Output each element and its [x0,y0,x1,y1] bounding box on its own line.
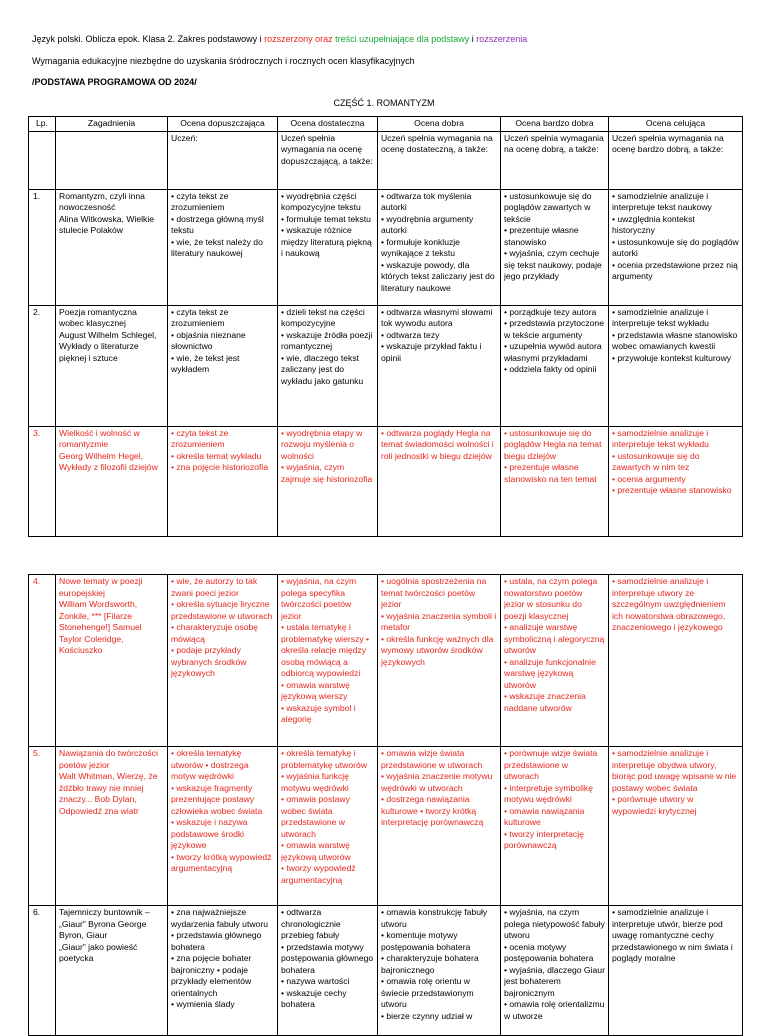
cell-line: • ustosunkowuje się do zawartych w nim tez [612,450,700,472]
requirement-cell [168,747,278,906]
cell-line: • zna pojęcie historiozofia [171,462,269,472]
cell-line: 2. [33,306,41,317]
column-header: Ocena dostateczna [278,117,378,132]
cell-line: • ocenia motywy postępowania bohatera [504,941,594,963]
cell-line: • wyjaśnia, na czym polega nietypowość fabuły utworu [504,907,605,940]
cell-line: • omawia wizje świata przedstawione w utworach [381,748,483,770]
cell-line: • zna pojęcie bohater bajroniczny • podaje przykłady elementów orientalnych [171,953,252,998]
table-row [29,906,743,1036]
intro-cell: Uczeń: [168,131,278,189]
document-header-line-1 [32,33,527,45]
cell-line: • samodzielnie analizuje i interpretuje tekst naukowy [612,190,712,212]
cell-line: • czyta tekst ze zrozumieniem [171,306,229,328]
cell-line: • wskazuje fragmenty prezentujące postawy człowieka wobec świata [171,782,263,816]
cell-line: • ocenia argumenty [612,473,686,484]
cell-line: • dostrzega nawiązania kulturowe • tworzy krótką interpretację porównawczą [381,794,484,827]
cell-line: • omawia rolę orientalizmu w utworze [504,999,605,1021]
cell-line: • omawia warstwę językową utworów [281,840,351,862]
cell-line: • analizuje funkcjonalnie warstwę językową utworów [504,656,596,690]
cell-line: • przedstawia motywy postępowania głównego bohatera [281,941,374,975]
cell-line: • przedstawia przytoczone w tekście argumenty [504,318,604,340]
cell-line: • porządkuje tezy autora [504,306,597,317]
table-header-row [29,117,743,132]
document-header-line-2: Wymagania edukacyjne niezbędne do uzyskania śródrocznych i rocznych ocen klasyfikacyjnych [32,56,415,66]
cell-line: • tworzy wypowiedź argumentacyjną [281,863,356,885]
cell-line: • prezentuje własne stanowisko [504,225,579,247]
cell-line: 3. [33,427,41,438]
cell-line: • podaje przykłady wybranych środków językowych [171,645,247,678]
cell-line: • wyjaśnia znaczenie motywu wędrówki w utworach [381,771,493,793]
part-title: CZĘŚĆ 1. ROMANTYZM [333,98,435,108]
cell-line: • wymienia ślady [171,999,235,1009]
cell-line: • analizuje warstwę symboliczną i alegoryczną utworów [504,622,605,655]
cell-line: • ustosunkowuje się do poglądów zawartych w tekście [504,190,592,224]
cell-line: William Wordsworth, Żonkile, *** [Filarze Stonehenge!] Samuel Taylor Coleridge, Kościuszko [59,599,142,655]
cell-line: • wyodrębnia argumenty autorki [381,213,474,235]
requirement-cell [501,305,609,426]
topic-cell [56,426,168,536]
cell-line: 1. [33,190,41,201]
cell-line: • ocenia przedstawione przez nią argumenty [612,259,738,281]
requirement-cell [609,189,743,305]
row-number [29,906,56,1036]
row-number [29,189,56,305]
cell-line: • wyjaśnia funkcję motywu wędrówki [281,771,349,793]
cell-line: Poezja romantyczna wobec klasycznej [59,306,137,328]
requirement-cell [609,305,743,426]
cell-line: • określa temat wykładu [171,450,262,461]
cell-line: • ustosunkowuje się do poglądów Hegla na temat biegu dziejów [504,427,602,461]
cell-line: • wie, że tekst jest wykładem [171,352,240,374]
cell-line: • charakteryzuje osobę mówiącą [171,622,259,644]
cell-line: • ustosunkowuje się do poglądów autorki [612,236,739,258]
cell-line: • określa tematykę utworów • dostrzega motyw wędrówki [171,748,249,781]
table-row [29,426,743,536]
cell-line: • tworzy interpretację porównawczą [504,828,584,850]
column-header: Ocena celująca [609,117,743,132]
requirement-cell [501,426,609,536]
intro-cell: Uczeń spełnia wymagania na ocenę dopuszczającą, a także: [278,131,378,189]
cell-line: • przedstawia własne stanowisko wobec omawianych kwestii [612,329,738,351]
requirement-cell [378,747,501,906]
cell-line: • porównuje utwory w wypowiedzi krytycznej [612,794,697,816]
column-header: Ocena dobra [378,117,501,132]
cell-line: • omawia nawiązania kulturowe [504,805,585,827]
cell-line: • charakteryzuje bohatera bajronicznego [381,953,479,975]
cell-line: • oddziela fakty od opinii [504,364,597,374]
cell-line: • wskazuje przykład faktu i opinii [381,341,482,363]
intro-cell: Uczeń spełnia wymagania na ocenę dostateczną, a także: [378,131,501,189]
requirement-cell [168,189,278,305]
requirement-cell [378,906,501,1036]
cell-line: • ustala tematykę i problematykę wierszy • określa relacje między osobą mówiącą a odbiorcą wypowiedzi [281,622,370,678]
cell-line: • wskazuje źródła poezji romantycznej [281,329,373,351]
cell-line: 5. [33,748,41,758]
cell-line: • wie, dlaczego tekst zaliczany jest do wykładu jako gatunku [281,352,364,386]
cell-line: • formułuje konkluzje wynikające z tekstu [381,236,460,258]
requirement-cell [278,747,378,906]
cell-line: 6. [33,907,41,917]
requirement-cell [501,747,609,906]
cell-line: • omawia rolę orientu w świecie przedstawionym utworu [381,976,474,1009]
requirement-cell [278,906,378,1036]
requirement-cell [378,305,501,426]
cell-line: Wielkość i wolność w romantyzmie [59,427,140,449]
requirement-cell [378,189,501,305]
cell-line: • dostrzega główną myśl tekstu [171,213,264,235]
cell-line: • wyjaśnia, czym zajmuje się historiozofia [281,462,373,484]
requirement-cell [378,426,501,536]
header-line-1-part: treści uzupełniające dla podstawy [335,34,472,44]
cell-line: „Giaur” jako powieść poetycka [59,941,138,963]
cell-line: • wskazuje i nazywa podstawowe środki językowe [171,817,248,850]
requirement-cell [168,305,278,426]
table-row [29,305,743,426]
cell-line: Nowe tematy w poezji europejskiej [59,576,143,598]
cell-line: • omawia warstwę językową wierszy [281,679,350,701]
cell-line: • prezentuje własne stanowisko [612,485,732,495]
cell-line: • zna najważniejsze wydarzenia fabuły utworu [171,907,268,929]
cell-line: • interpretuje symbolikę motywu wędrówki [504,782,593,804]
cell-line: • wyjaśnia znaczenia symboli i metafor [381,610,497,632]
cell-line: • nazywa wartości [281,976,350,986]
cell-line: • wskazuje symbol i alegorię [281,702,356,724]
row-number [29,305,56,426]
topic-cell [56,189,168,305]
cell-line: • ustala, na czym polega nowatorstwo poetów jezior w stosunku do poezji klasycznej [504,576,598,621]
cell-line: • samodzielnie analizuje i interpretuje utwór, bierze pod uwagę romantyczne cechy przedstawionego w nim świata i poglądy moralne [612,907,733,963]
topic-cell [56,575,168,747]
cell-line: • przedstawia głównego bohatera [171,930,262,952]
requirement-cell [278,426,378,536]
requirement-cell [168,575,278,747]
requirement-cell [609,906,743,1036]
table-row [29,189,743,305]
intro-cell: Uczeń spełnia wymagania na ocenę bardzo dobrą, a także: [609,131,743,189]
cell-line: • komentuje motywy postępowania bohatera [381,930,471,952]
cell-line: • omawia postawy wobec świata przedstawione w utworach [281,794,350,839]
requirements-table-1 [28,116,743,537]
header-line-1-part: rozszerzony oraz [264,34,336,44]
requirement-cell [168,906,278,1036]
cell-line: • czyta tekst ze zrozumieniem [171,190,229,212]
intro-cell [56,131,168,189]
column-header: Ocena bardzo dobra [501,117,609,132]
requirement-cell [609,426,743,536]
cell-line: • samodzielnie analizuje i interpretuje obydwa utwory, biorąc pod uwagę wpisane w nie postawy wobec świata [612,748,737,793]
intro-cell: Uczeń spełnia wymagania na ocenę dobrą, a także: [501,131,609,189]
cell-line: • samodzielnie analizuje i interpretuje tekst wykładu [612,306,709,328]
cell-line: • określa funkcję ważnych dla wymowy utworów środków językowych [381,633,494,667]
cell-line: • wskazuje powody, dla których tekst zaliczany jest do literatury naukowe [381,259,495,293]
column-header: Zagadnienia [56,117,168,132]
requirement-cell [168,426,278,536]
cell-line: • uzupełnia wywód autora własnymi przykładami [504,341,602,363]
cell-line: • porównuje wizje świata przedstawione w utworach [504,748,598,781]
cell-line: • wyodrębnia części kompozycyjne tekstu [281,190,361,212]
cell-line: • wyodrębnia etapy w rozwoju myślenia o wolności [281,427,363,461]
cell-line: • odtwarza tok myślenia autorki [381,190,472,212]
intro-cell [29,131,56,189]
requirement-cell [609,747,743,906]
cell-line: • uwzględnia kontekst historyczny [612,213,695,235]
cell-line: • omawia konstrukcję fabuły utworu [381,907,488,929]
cell-line: • wie, że tekst należy do literatury naukowej [171,236,263,258]
cell-line: Tajemniczy buntownik – „Giaur” Byrona George Byron, Giaur [59,907,150,940]
row-number [29,426,56,536]
requirement-cell [501,189,609,305]
cell-line: • prezentuje własne stanowisko na ten temat [504,462,597,484]
cell-line: • czyta tekst ze zrozumieniem [171,427,229,449]
topic-cell [56,747,168,906]
cell-line: • wyjaśnia, dlaczego Giaur jest bohaterem bajronicznym [504,964,605,998]
cell-line: • odtwarza tezy [381,329,440,340]
cell-line: Georg Wilhelm Hegel, Wykłady z filozofii dziejów [59,450,158,472]
cell-line: • przywołuje kontekst kulturowy [612,352,732,363]
cell-line: 4. [33,576,41,586]
table-row [29,747,743,906]
cell-line: • wyjaśnia, czym cechuje się tekst naukowy, podaje jego przykłady [504,248,602,281]
cell-line: • uogólnia spostrzeżenia na temat twórczości poetów jezior [381,576,487,609]
cell-line: • objaśnia nieznane słownictwo [171,329,246,351]
requirement-cell [278,575,378,747]
requirement-cell [501,575,609,747]
requirement-cell [501,906,609,1036]
cell-line: • formułuje temat tekstu [281,213,371,224]
header-line-1-part: rozszerzenia [476,34,528,44]
cell-line: • tworzy krótką wypowiedź argumentacyjną [171,851,272,873]
cell-line: • wie, że autorzy to tak zwani poeci jezior [171,576,258,598]
requirement-cell [609,575,743,747]
row-number [29,747,56,906]
cell-line: Nawiązania do twórczości poetów jezior [59,748,158,770]
cell-line: • samodzielnie analizuje i interpretuje utwory ze szczególnym uwzględnieniem ich nowatorstwa obrazowego, znaczeniowego i językowego [612,576,726,632]
cell-line: Alina Witkowska, Wielkie stulecie Polaków [59,213,155,235]
cell-line: • samodzielnie analizuje i interpretuje tekst wykładu [612,427,709,449]
cell-line: • określa tematykę i problematykę utworów [281,748,367,770]
cell-line: • wskazuje różnice między literaturą piękną i naukową [281,225,372,258]
cell-line: Walt Whitman, Wierzę, że źdźbło trawy nie mniej znaczy... Bob Dylan, Odpowiedź zna wiatr [59,771,158,816]
header-line-1-part: i [471,34,477,44]
cell-line: • wskazuje znaczenia naddane utworów [504,691,586,713]
requirements-table-2 [28,574,743,1036]
cell-line: • bierze czynny udział w [381,1010,473,1021]
row-number [29,575,56,747]
column-header: Lp. [29,117,56,132]
header-line-1-part: Język polski. Oblicza epok. Klasa 2. Zakres podstawowy i [32,34,265,44]
cell-line: • odtwarza chronologicznie przebieg fabuły [281,907,341,940]
topic-cell [56,305,168,426]
topic-cell [56,906,168,1036]
table-intro-row [29,131,743,189]
cell-line: • określa sytuacje liryczne przedstawione w utworach [171,599,273,621]
cell-line: • odtwarza własnymi słowami tok wywodu autora [381,306,493,328]
cell-line: Romantyzm, czyli inna nowoczesność [59,190,145,212]
table-row [29,575,743,747]
requirement-cell [378,575,501,747]
requirement-cell [278,189,378,305]
cell-line: • wskazuje cechy bohatera [281,987,347,1009]
cell-line: • dzieli tekst na części kompozycyjne [281,306,365,328]
cell-line: • odtwarza poglądy Hegla na temat świadomości wolności i roli jednostki w biegu dziejów [381,427,494,461]
requirement-cell [278,305,378,426]
document-header-line-3: /PODSTAWA PROGRAMOWA OD 2024/ [32,77,197,87]
column-header: Ocena dopuszczająca [168,117,278,132]
cell-line: • wyjaśnia, na czym polega specyfika twórczości poetów jezior [281,576,357,621]
cell-line: August Wilhelm Schlegel, Wykłady o literaturze pięknej i sztuce [59,329,157,363]
